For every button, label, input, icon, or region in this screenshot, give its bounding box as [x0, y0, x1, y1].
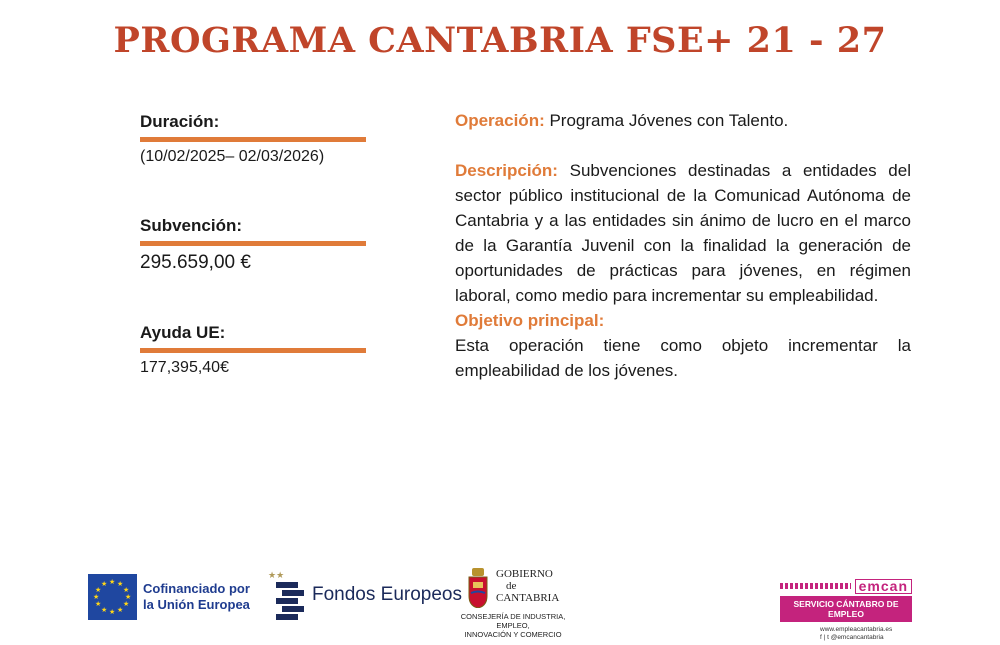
emcan-dots-icon	[780, 583, 851, 589]
page-title: PROGRAMA CANTABRIA FSE+ 21 - 27	[113, 20, 887, 61]
emcan-website: www.empleacantabria.es	[820, 626, 893, 633]
gobierno-line1: GOBIERNO	[496, 568, 553, 580]
ayuda-divider	[140, 348, 366, 353]
consejeria-line2: INNOVACIÓN Y COMERCIO	[464, 630, 562, 639]
ayuda-label: Ayuda UE:	[140, 323, 226, 342]
ayuda-field	[140, 323, 366, 377]
descripcion-label: Descripción:	[455, 161, 558, 180]
logo-footer	[0, 560, 1000, 645]
gobierno-text	[496, 568, 559, 604]
coat-of-arms-icon	[468, 568, 488, 608]
eu-text-line2: la Unión Europea	[143, 597, 250, 612]
eu-logo-text	[143, 581, 250, 613]
subvencion-value: 295.659,00 €	[140, 252, 251, 273]
objetivo-value: Esta operación tiene como objeto incrementar la empleabilidad de los jóvenes.	[455, 336, 911, 380]
eu-flag-icon: ★ ★ ★ ★ ★ ★ ★ ★ ★ ★ ★ ★	[88, 574, 137, 620]
subvencion-field	[140, 216, 366, 274]
emcan-logo	[780, 578, 912, 642]
emcan-social	[820, 634, 912, 642]
fondos-europeos-logo	[268, 568, 462, 622]
descripcion-paragraph	[455, 158, 911, 308]
consejeria-text	[448, 612, 578, 639]
fondos-logo-text: Fondos Europeos	[312, 584, 462, 605]
fondos-stripes-icon	[268, 568, 308, 622]
operacion-value: Programa Jóvenes con Talento.	[544, 111, 789, 130]
gobierno-cantabria-logo	[448, 568, 578, 639]
duracion-divider	[140, 137, 366, 142]
svg-text:★★: ★★	[268, 571, 285, 581]
ayuda-value: 177,395,40€	[140, 359, 229, 376]
descripcion-value: Subvenciones destinadas a entidades del sector público institucional de la Comunicad Autónoma de Cantabria y a las entidades sin ánimo de lucro en el marco de la Garantía Juvenil con la finalidad la generación de oportunidades de prácticas para jóvenes, en régimen laboral, como medio para incrementar su empleabilidad.	[455, 161, 911, 305]
subvencion-divider	[140, 241, 366, 246]
gobierno-line2: de	[506, 580, 517, 592]
duracion-field	[140, 112, 366, 166]
consejeria-line1: CONSEJERÍA DE INDUSTRIA, EMPLEO,	[460, 612, 566, 630]
gobierno-line3: CANTABRIA	[496, 592, 560, 604]
subvencion-label: Subvención:	[140, 216, 243, 235]
duracion-label: Duración:	[140, 112, 220, 131]
operacion-label: Operación:	[455, 111, 545, 130]
social-icons: f | t	[820, 634, 831, 641]
details-panel	[455, 108, 911, 383]
emcan-contact	[820, 626, 912, 642]
eu-cofinanciado-logo	[88, 574, 250, 620]
duracion-value: (10/02/2025– 02/03/2026)	[140, 148, 325, 165]
emcan-wordmark: emcan	[855, 579, 912, 594]
emcan-band: SERVICIO CÁNTABRO DE EMPLEO	[780, 596, 912, 622]
objetivo-label: Objetivo principal:	[455, 311, 605, 330]
eu-text-line1: Cofinanciado por	[143, 581, 250, 596]
emcan-social-handle: @emcancantabria	[830, 634, 884, 641]
operacion-paragraph	[455, 108, 911, 133]
